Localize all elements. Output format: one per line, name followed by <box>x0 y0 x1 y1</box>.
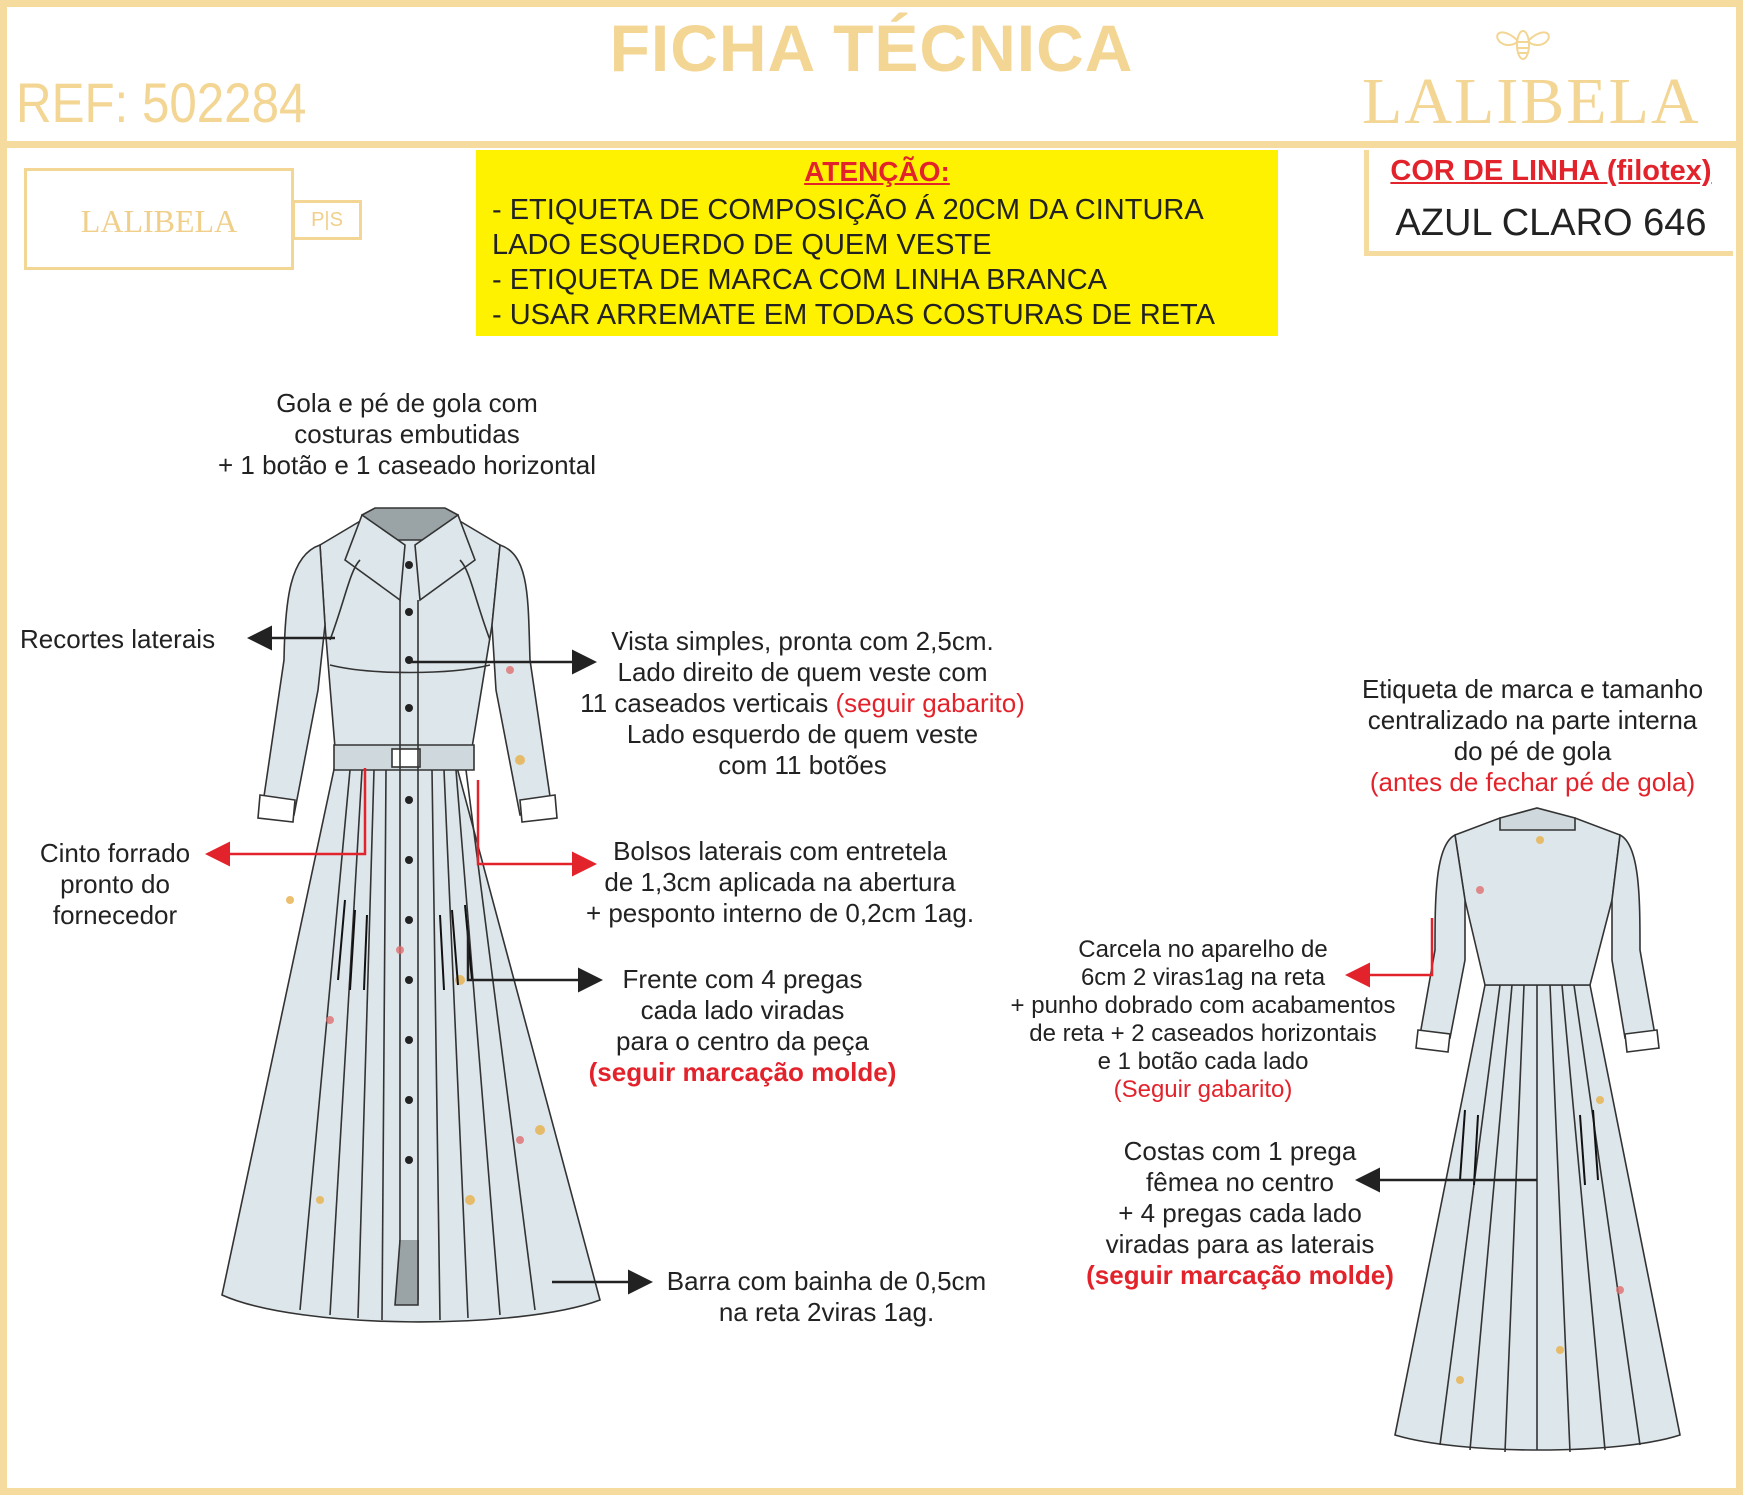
note-line: e 1 botão cada lado <box>1097 1048 1309 1075</box>
note-line: Lado esquerdo de quem veste <box>626 719 979 749</box>
attention-line: - USAR ARREMATE EM TODAS COSTURAS DE RETA <box>492 299 1215 331</box>
note-text: 11 caseados verticais <box>580 688 829 718</box>
note-line: viradas para as laterais <box>1105 1229 1375 1259</box>
note-line: Lado direito de quem veste com <box>617 657 988 687</box>
note-line: cada lado viradas <box>640 995 845 1025</box>
note-highlight: (Seguir gabarito) <box>1113 1076 1293 1103</box>
note-line: Bolsos laterais com entretela <box>613 836 947 866</box>
note-highlight: (seguir gabarito) <box>835 688 1025 718</box>
note-side-cuts: Recortes laterais <box>20 624 216 654</box>
note-line: costuras embutidas <box>294 419 520 449</box>
note-pockets <box>560 836 1000 929</box>
note-line <box>560 688 1045 719</box>
note-line: 6cm 2 viras1ag na reta <box>1080 964 1326 991</box>
note-front-pleats <box>580 964 905 1088</box>
front-dress-drawing <box>222 508 600 1322</box>
note-line: Cinto forrado <box>39 838 191 868</box>
note-line: Etiqueta de marca e tamanho <box>1361 674 1704 704</box>
note-line: de 1,3cm aplicada na abertura <box>604 867 956 897</box>
note-collar <box>192 388 622 481</box>
page-title: FICHA TÉCNICA <box>609 11 1134 85</box>
thread-color-value: AZUL CLARO 646 <box>1395 202 1707 244</box>
brand-logo-text: LALIBELA <box>1362 65 1701 138</box>
note-hem <box>654 1266 999 1328</box>
note-line: fornecedor <box>52 900 178 930</box>
attention-title: ATENÇÃO: <box>804 156 950 187</box>
note-line: Frente com 4 pregas <box>622 964 863 994</box>
note-belt <box>20 838 210 931</box>
note-line: Barra com bainha de 0,5cm <box>666 1266 987 1296</box>
note-line: Vista simples, pronta com 2,5cm. <box>611 626 994 656</box>
note-line: + punho dobrado com acabamentos <box>1010 992 1396 1019</box>
note-line: de reta + 2 caseados horizontais <box>1029 1020 1377 1047</box>
note-line: + 4 pregas cada lado <box>1118 1198 1362 1228</box>
note-line: do pé de gola <box>1453 736 1612 766</box>
label-tag-brand: LALIBELA <box>80 203 238 239</box>
note-line: pronto do <box>60 869 170 899</box>
note-line: + 1 botão e 1 caseado horizontal <box>217 450 596 480</box>
note-highlight: (seguir marcação molde) <box>1086 1260 1394 1290</box>
note-placket <box>560 626 1045 781</box>
note-brand-label <box>1340 674 1725 798</box>
note-line: fêmea no centro <box>1146 1167 1334 1197</box>
note-highlight: (seguir marcação molde) <box>588 1057 897 1087</box>
thread-color-title: COR DE LINHA (filotex) <box>1390 155 1712 187</box>
note-line: centralizado na parte interna <box>1367 705 1698 735</box>
note-line: na reta 2viras 1ag. <box>718 1297 935 1327</box>
attention-line: - ETIQUETA DE MARCA COM LINHA BRANCA <box>492 264 1108 296</box>
note-line: com 11 botões <box>718 750 887 780</box>
note-line: para o centro da peça <box>616 1026 869 1056</box>
attention-line: - ETIQUETA DE COMPOSIÇÃO Á 20CM DA CINTURA <box>492 194 1204 226</box>
back-dress-drawing <box>1395 808 1680 1452</box>
note-line: Gola e pé de gola com <box>276 388 538 418</box>
note-back-pleats <box>1080 1136 1400 1291</box>
reference-code: REF: 502284 <box>16 71 307 134</box>
note-highlight: (antes de fechar pé de gola) <box>1369 767 1696 797</box>
attention-line: LADO ESQUERDO DE QUEM VESTE <box>492 229 992 261</box>
note-line: + pesponto interno de 0,2cm 1ag. <box>585 898 975 928</box>
note-line: Carcela no aparelho de <box>1078 936 1328 963</box>
note-line: Costas com 1 prega <box>1123 1136 1357 1166</box>
label-tag-size: P|S <box>292 200 362 240</box>
note-sleeve <box>998 936 1408 1104</box>
